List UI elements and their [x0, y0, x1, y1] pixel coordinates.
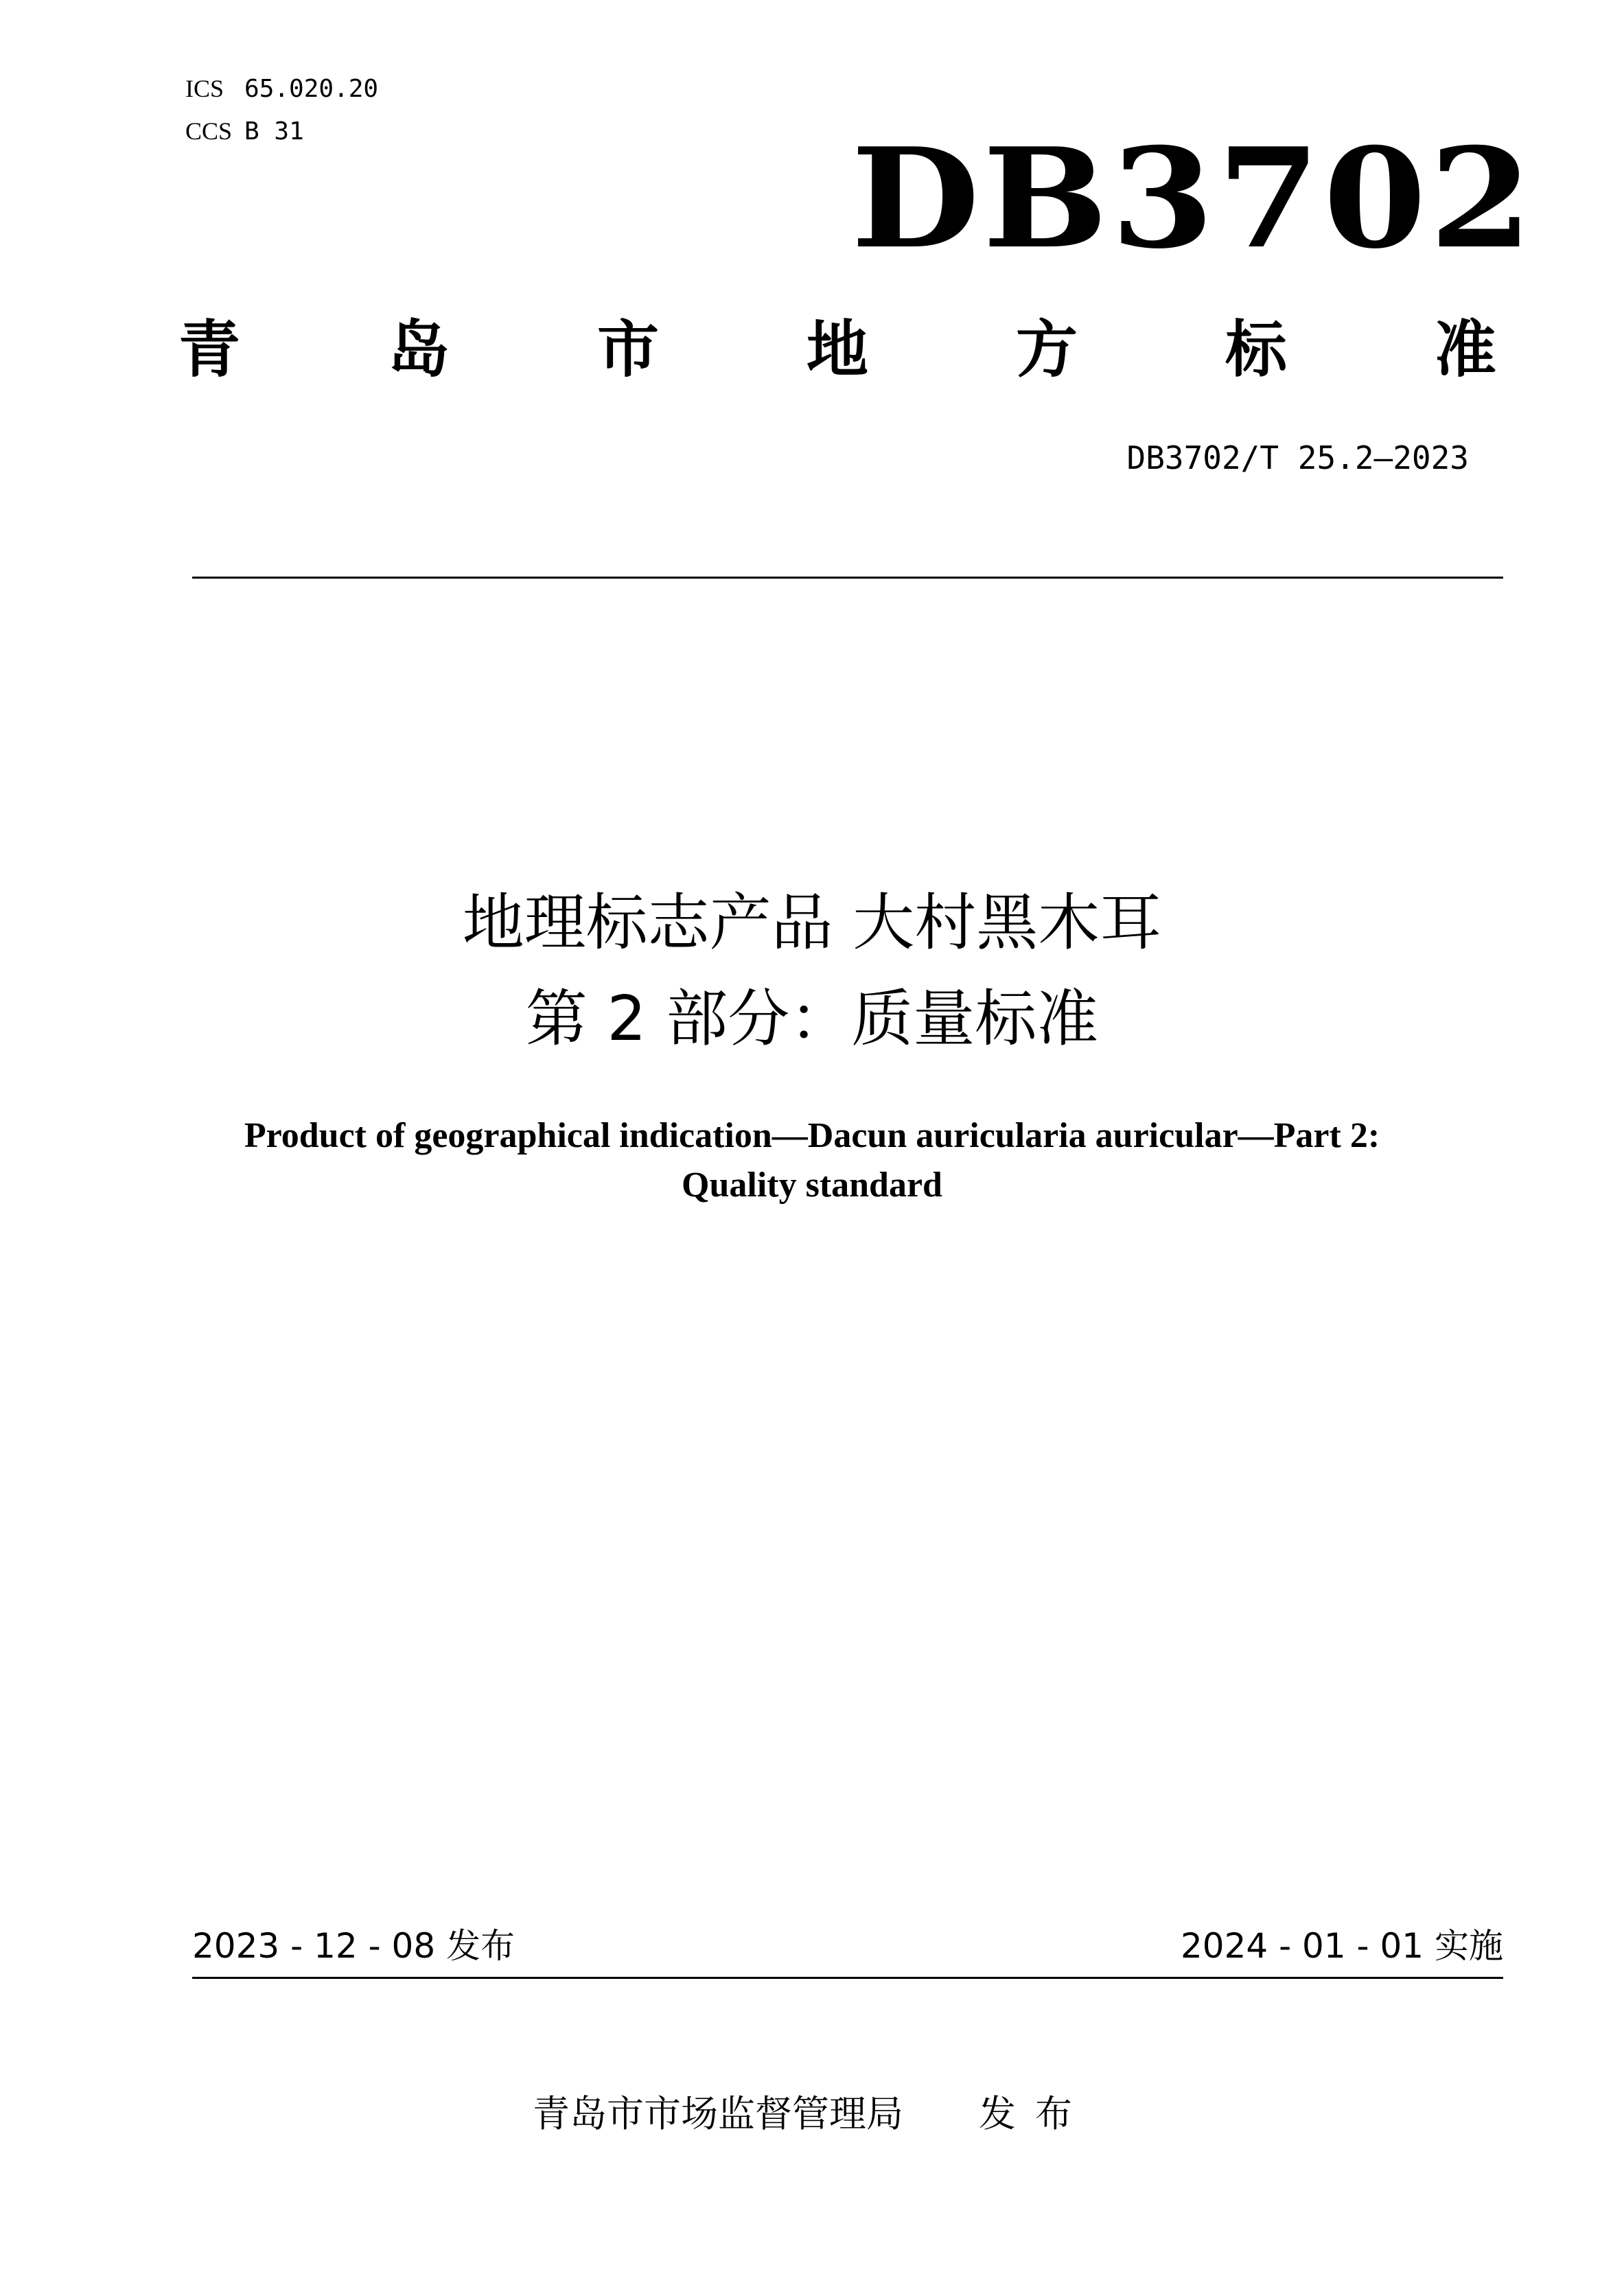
standard-type-char: 准: [1435, 314, 1496, 386]
standard-type-heading: [178, 312, 1496, 388]
footer-divider: [192, 1977, 1503, 1979]
standard-type-char: 方: [1016, 314, 1078, 386]
ccs-code: B 31: [244, 117, 304, 146]
header-divider: [192, 577, 1503, 579]
standard-type-char: 市: [597, 314, 659, 386]
ccs-classification: [185, 117, 304, 146]
title-chinese-line-2: 第 2 部分：质量标准: [525, 983, 1099, 1055]
standard-number: DB3702/T 25.2—2023: [1126, 439, 1469, 476]
issuer-name: 青岛市市场监督管理局: [533, 2092, 903, 2135]
issued-label: 发布: [979, 2092, 1091, 2135]
standard-type-char: 青: [178, 314, 240, 386]
issue-date: 2023 - 12 - 08 发布: [192, 1926, 515, 1966]
ics-classification: [185, 74, 378, 103]
implementation-date: 2024 - 01 - 01 实施: [1180, 1926, 1503, 1966]
title-chinese-line-1: 地理标志产品 大村黑木耳: [462, 887, 1162, 959]
standard-type-char: 岛: [388, 314, 450, 386]
standard-type-char: 地: [807, 314, 868, 386]
ccs-label: CCS: [185, 117, 233, 145]
db-code-mark: DB3702: [851, 118, 1535, 279]
ics-code: 65.020.20: [244, 75, 379, 103]
standard-type-char: 标: [1225, 314, 1287, 386]
ics-label: ICS: [185, 75, 224, 102]
title-english-line-1: Product of geographical indication—Dacun auricularia auricular—Part 2:: [244, 1116, 1380, 1155]
issuing-authority: [0, 2087, 1624, 2142]
title-english-line-2: Quality standard: [682, 1166, 942, 1205]
